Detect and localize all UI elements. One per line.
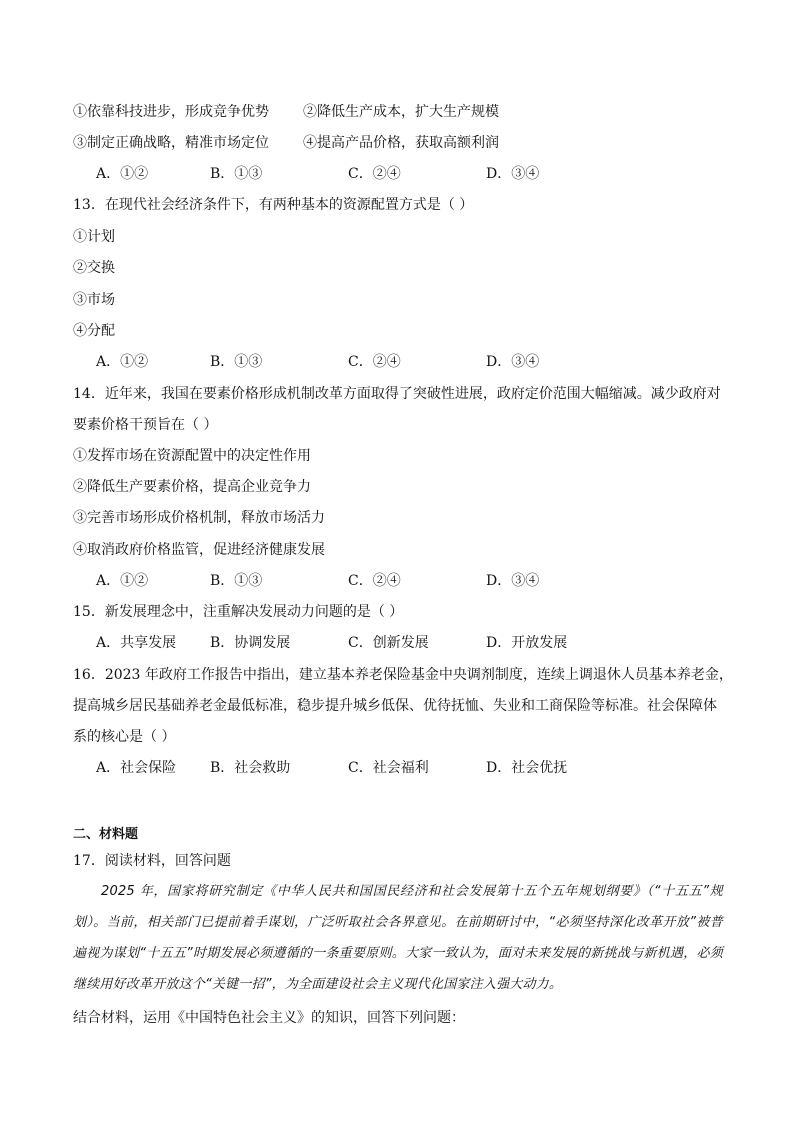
q16-stem-line-2: 提高城乡居民基础养老金最低标准，稳步提升城乡低保、优待抚恤、失业和工商保险等标准。社会保障体 <box>73 698 717 714</box>
q13-statement-2: ②交换 <box>73 260 115 276</box>
q17-instruction: 结合材料，运用《中国特色社会主义》的知识，回答下列问题： <box>73 1010 465 1026</box>
q15-stem: 15．新发展理念中，注重解决发展动力问题的是（ ） <box>73 604 404 620</box>
q13-stem: 13．在现代社会经济条件下，有两种基本的资源配置方式是（ ） <box>73 197 474 213</box>
q12-statement-3: ③制定正确战略，精准市场定位 <box>73 135 269 151</box>
q16-option-d[interactable]: D．社会优抚 <box>486 760 568 776</box>
q13-statement-4: ④分配 <box>73 323 115 339</box>
q14-option-d[interactable]: D．③④ <box>486 573 540 589</box>
q13-statement-1: ①计划 <box>73 229 115 245</box>
q16-option-c[interactable]: C．社会福利 <box>348 760 429 776</box>
q12-option-d[interactable]: D．③④ <box>486 166 540 182</box>
q14-stem-line-2: 要素价格干预旨在（ ） <box>73 417 218 433</box>
q14-stem-line-1: 14．近年来，我国在要素价格形成机制改革方面取得了突破性进展，政府定价范围大幅缩减。减少政府对 <box>73 386 721 402</box>
q14-statement-1: ①发挥市场在资源配置中的决定性作用 <box>73 448 311 464</box>
q15-option-a[interactable]: A．共享发展 <box>96 635 177 651</box>
q14-statement-4: ④取消政府价格监管，促进经济健康发展 <box>73 542 325 558</box>
q12-statement-4: ④提高产品价格，获取高额利润 <box>303 135 499 151</box>
q14-statement-2: ②降低生产要素价格，提高企业竞争力 <box>73 479 311 495</box>
q12-option-a[interactable]: A．①② <box>96 166 149 182</box>
q16-stem-line-3: 系的核心是（ ） <box>73 729 176 745</box>
q12-statement-1: ①依靠科技进步，形成竞争优势 <box>73 104 269 120</box>
q14-option-a[interactable]: A．①② <box>96 573 149 589</box>
q14-statement-3: ③完善市场形成价格机制，释放市场活力 <box>73 510 325 526</box>
q15-option-c[interactable]: C．创新发展 <box>348 635 429 651</box>
q12-option-c[interactable]: C．②④ <box>348 166 401 182</box>
q14-option-b[interactable]: B．①③ <box>210 573 263 589</box>
q16-option-a[interactable]: A．社会保险 <box>96 760 177 776</box>
q12-option-b[interactable]: B．①③ <box>210 166 263 182</box>
q16-stem-line-1: 16．2023 年政府工作报告中指出，建立基本养老保险基金中央调剂制度，连续上调退休人员基本养老金， <box>73 667 733 683</box>
q14-option-c[interactable]: C．②④ <box>348 573 401 589</box>
q13-option-c[interactable]: C．②④ <box>348 354 401 370</box>
q13-statement-3: ③市场 <box>73 292 115 308</box>
section-title: 二、材料题 <box>73 827 139 842</box>
q13-option-d[interactable]: D．③④ <box>486 354 540 370</box>
q15-option-b[interactable]: B．协调发展 <box>210 635 291 651</box>
q17-stem: 17．阅读材料，回答问题 <box>73 853 231 869</box>
q15-option-d[interactable]: D．开放发展 <box>486 635 568 651</box>
material-passage: 2025 年，国家将研究制定《中华人民共和国国民经济和社会发展第十五个五年规划纲要》（“十五五”规划）。当前，相关部门已提前着手谋划，广泛听取社会各界意见。在前期研讨中，“必须坚持深化改革开放”被普遍视为谋划“十五五”时期发展必须遵循的一条重要原则。大家一致认为，面对未来发展的新挑战与新机遇，必须继续用好改革开放这个“关键一招”，为全面建设社会主义现代化国家注入强大动力。 <box>73 884 723 992</box>
q16-option-b[interactable]: B．社会救助 <box>210 760 291 776</box>
q13-option-b[interactable]: B．①③ <box>210 354 263 370</box>
q13-option-a[interactable]: A．①② <box>96 354 149 370</box>
q12-statement-2: ②降低生产成本，扩大生产规模 <box>303 104 499 120</box>
